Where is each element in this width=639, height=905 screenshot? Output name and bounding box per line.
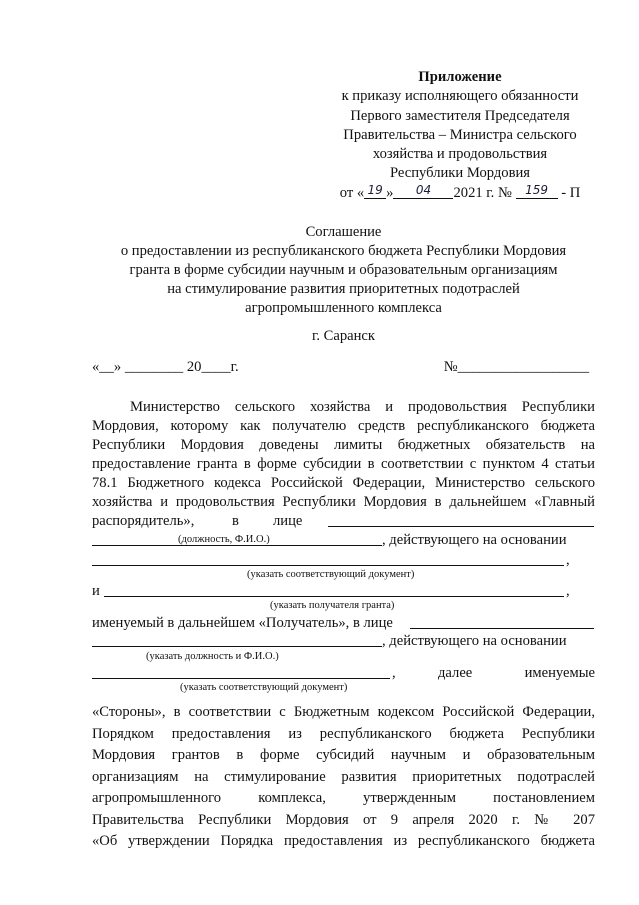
fill-blank[interactable] [92,664,390,679]
appendix-line: к приказу исполняющего обязанности [341,88,579,105]
handwritten-day: 19 [367,182,383,197]
fill-blank[interactable] [104,582,564,597]
paragraph-line: агропромышленного комплекса, утвержденным постановлением [92,790,595,806]
number-blank: №__________________ [443,359,589,375]
paragraph-line: Мордовия, которому как получателю средств республиканского бюджета [92,418,595,434]
paragraph-line: Республики Мордовия доведены лимиты бюджетных обязательств на [92,437,595,453]
paragraph-line: хозяйства и продовольствия Республики Мордовия в дальнейшем «Главный [92,494,595,510]
fill-blank[interactable] [92,632,382,647]
fill-blank[interactable] [410,614,594,629]
caption-document-2: (указать соответствующий документ) [180,682,348,693]
appendix-line: Правительства – Министра сельского [343,126,577,143]
fill-blank[interactable] [328,512,594,527]
named-recipient-line: именуемый в дальнейшем «Получатель», в лице [92,614,595,633]
distributor-line: распорядитель», в лице [92,512,595,531]
document-line: , [92,551,595,570]
paragraph-line: Правительства Республики Мордовия от 9 апреля 2020 г. № 207 [92,811,595,828]
position-line-2: , действующего на основании [92,632,595,651]
appendix-order-date: от « $^{19}$ » $^{04}$ 2021 г. № $^{159}$ - П [339,182,581,201]
agreement-title: Соглашение о предоставлении из республиканского бюджета Республики Мордовия гранта в форме субсидии научным и образовательным организациям на стимулирование развития приоритетных подотраслей агропромышленного комплекса [120,224,567,316]
date-blank: «__» ________ 20____г. [92,359,239,375]
paragraph-line: организациям на стимулирование развития приоритетных подотраслей [92,768,595,785]
appendix-block [320,68,600,203]
position-line: , действующего на основании [92,531,595,550]
paragraph-line: «Об утверждении Порядка предоставления из республиканского бюджета [92,833,595,849]
caption-position: (должность, Ф.И.О.) [178,534,270,545]
handwritten-number: 159 [525,182,548,197]
paragraph-line: Министерство сельского хозяйства и продовольствия Республики [130,399,595,415]
paragraph-line: «Стороны», в соответствии с Бюджетным кодексом Российской Федерации, [92,704,595,720]
fill-blank[interactable] [92,551,564,566]
paragraph-line: предоставление гранта в форме субсидии в соответствии с пунктом 4 статьи [92,456,595,472]
caption-recipient: (указать получателя гранта) [270,600,395,611]
appendix-line: хозяйства и продовольствия [372,146,548,163]
appendix-heading: Приложение [418,69,502,85]
document-line-2: , далее именуемые [92,664,595,683]
caption-position-2: (указать должность и Ф.И.О.) [146,651,279,662]
paragraph-line: Мордовия грантов в форме субсидий научным и образовательным [92,747,595,763]
appendix-line: Первого заместителя Председателя [350,107,570,124]
city: г. Саранск [312,328,375,344]
recipient-line: и , [92,583,570,599]
date-number-line [92,358,595,378]
paragraph-line: 78.1 Бюджетного кодекса Российской Федерации, Министерство сельского [92,475,595,491]
caption-document: (указать соответствующий документ) [247,569,415,580]
paragraph-line: Порядком предоставления из республиканского бюджета Республики [92,725,595,742]
appendix-line: Республики Мордовия [389,165,530,182]
handwritten-month: 04 [415,182,432,197]
